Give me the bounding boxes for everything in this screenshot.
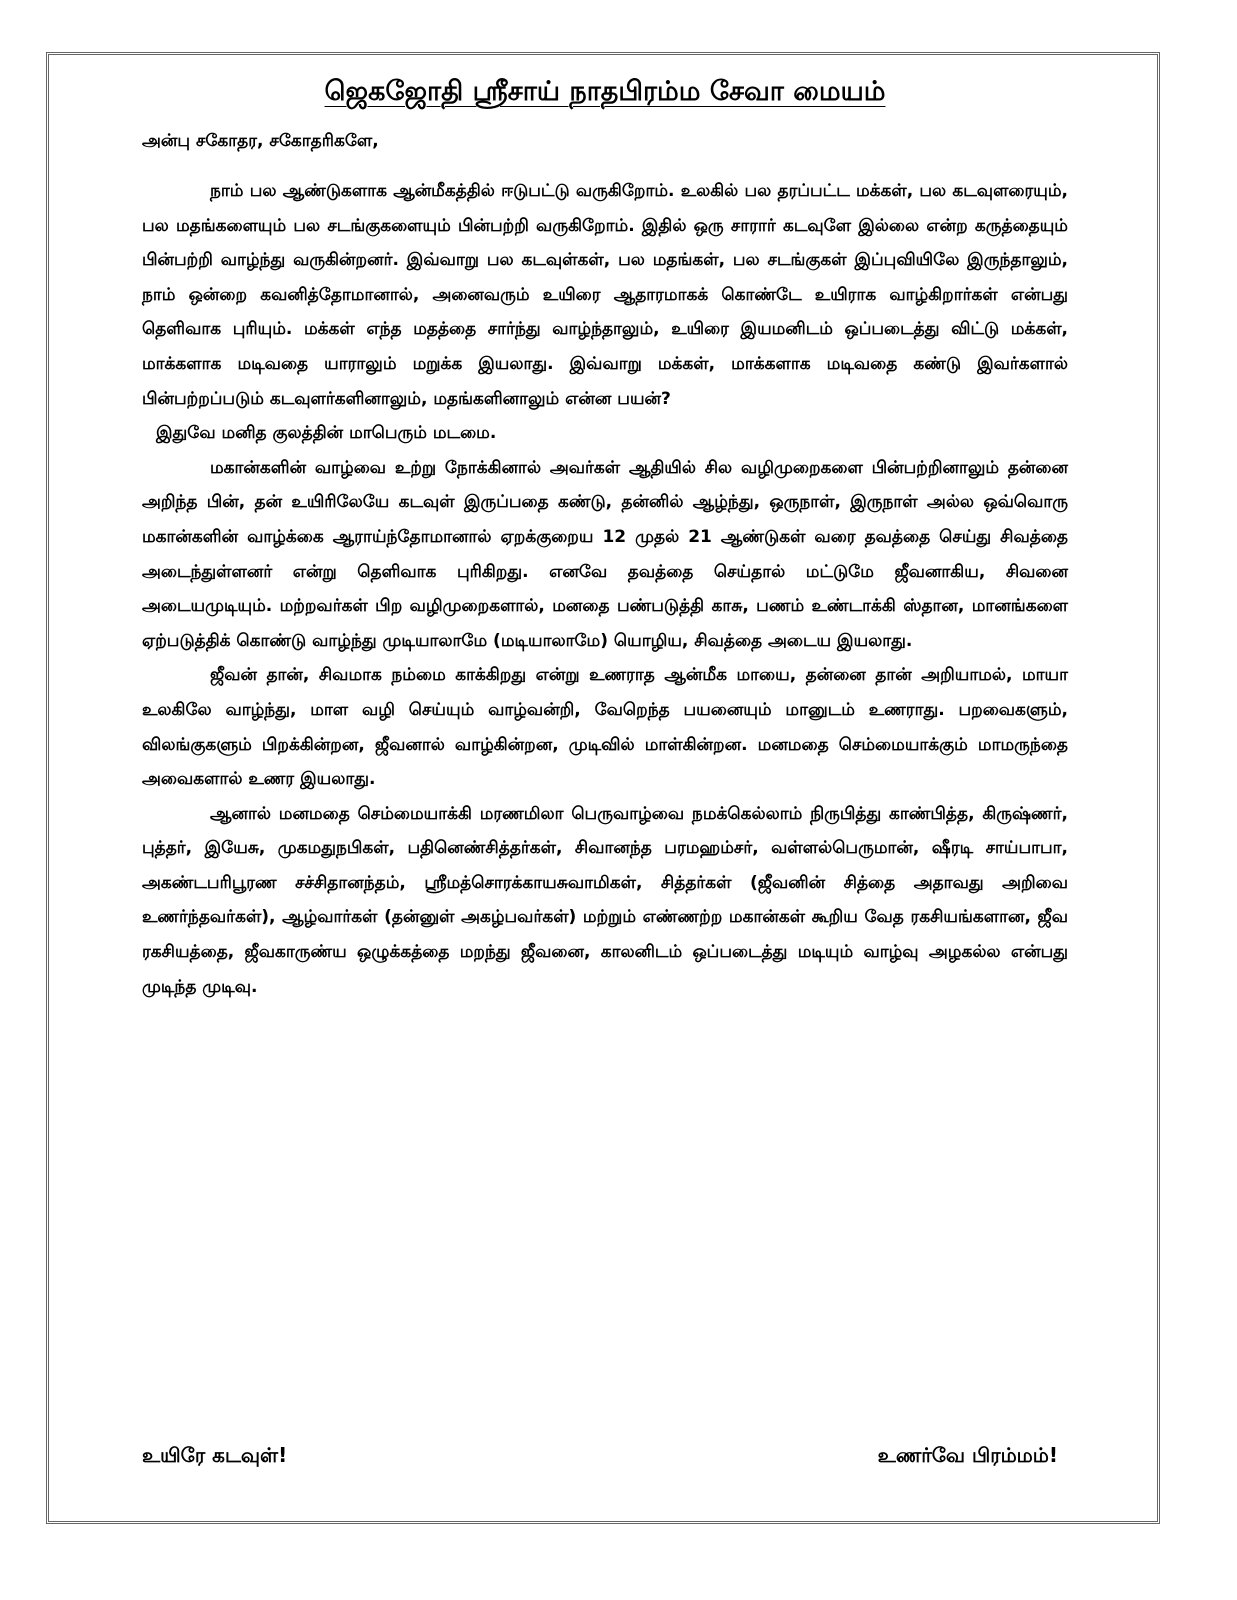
paragraph-3: ஜீவன் தான், சிவமாக நம்மை காக்கிறது என்று உணராத ஆன்மீக மாயை, தன்னை தான் அறியாமல், மாயா உலகிலே வாழ்ந்து, மாள வழி செய்யும் வாழ்வன்றி, வேறெந்த பயனையும் மானுடம் உணராது. பறவைகளும், விலங்குகளும் பிறக்கின்றன, ஜீவனால் வாழ்கின்றன, முடிவில் மாள்கின்றன. மனமதை செம்மையாக்கும் மாமருந்தை அவைகளால் உணர இயலாது. — [142, 665, 1068, 790]
paragraph-4: ஆனால் மனமதை செம்மையாக்கி மரணமிலா பெருவாழ்வை நமக்கெல்லாம் நிருபித்து காண்பித்த, கிருஷ்ணர், புத்தர், இயேசு, முகமதுநபிகள், பதினெண்சித்தர்கள், சிவானந்த பரமஹம்சர், வள்ளல்பெருமான், ஷீரடி சாய்பாபா, அகண்டபரிபூரண சச்சிதானந்தம், ஸ்ரீமத்சொரக்காயசுவாமிகள், சித்தர்கள் (ஜீவனின் சித்தை அதாவது அறிவை உணர்ந்தவர்கள்), ஆழ்வார்கள் (தன்னுள் அகழ்பவர்கள்) மற்றும் எண்ணற்ற மகான்கள் கூறிய வேத ரகசியங்களான, ஜீவ ரகசியத்தை, ஜீவகாருண்ய ஒழுக்கத்தை மறந்து ஜீவனை, காலனிடம் ஒப்படைத்து மடியும் வாழ்வு அழகல்ல என்பது முடிந்த முடிவு. — [142, 803, 1068, 997]
document-title: ஜெகஜோதி ஸ்ரீசாய் நாதபிரம்ம சேவா மையம் — [324, 76, 886, 107]
standalone-line: இதுவே மனித குலத்தின் மாபெரும் மடமை. — [156, 423, 497, 444]
salutation: அன்பு சகோதர, சகோதரிகளே, — [142, 131, 379, 151]
footer-right-motto: உணர்வே பிரம்மம்! — [877, 1443, 1058, 1467]
footer — [142, 1440, 1058, 1470]
paragraph-1: நாம் பல ஆண்டுகளாக ஆன்மீகத்தில் ஈடுபட்டு வருகிறோம். உலகில் பல தரப்பட்ட மக்கள், பல கடவுளரையும், பல மதங்களையும் பல சடங்குகளையும் பின்பற்றி வருகிறோம். இதில் ஒரு சாரார் கடவுளே இல்லை என்ற கருத்தையும் பின்பற்றி வாழ்ந்து வருகின்றனர். இவ்வாறு பல கடவுள்கள், பல மதங்கள், பல சடங்குகள் இப்புவியிலே இருந்தாலும், நாம் ஒன்றை கவனித்தோமானால், அனைவரும் உயிரை ஆதாரமாகக் கொண்டே உயிராக வாழ்கிறார்கள் என்பது தெளிவாக புரியும். மக்கள் எந்த மதத்தை சார்ந்து வாழ்ந்தாலும், உயிரை இயமனிடம் ஒப்படைத்து விட்டு மக்கள், மாக்களாக மடிவதை யாராலும் மறுக்க இயலாது. இவ்வாறு மக்கள், மாக்களாக மடிவதை கண்டு இவர்களால் பின்பற்றப்படும் கடவுளர்களினாலும், மதங்களினாலும் என்ன பயன்? — [142, 181, 1068, 409]
paragraph-2: மகான்களின் வாழ்வை உற்று நோக்கினால் அவர்கள் ஆதியில் சில வழிமுறைகளை பின்பற்றினாலும் தன்னை அறிந்த பின், தன் உயிரிலேயே கடவுள் இருப்பதை கண்டு, தன்னில் ஆழ்ந்து, ஒருநாள், இருநாள் அல்ல ஒவ்வொரு மகான்களின் வாழ்க்கை ஆராய்ந்தோமானால் ஏறக்குறைய 12 முதல் 21 ஆண்டுகள் வரை தவத்தை செய்து சிவத்தை அடைந்துள்ளனர் என்று தெளிவாக புரிகிறது. எனவே தவத்தை செய்தால் மட்டுமே ஜீவனாகிய, சிவனை அடையமுடியும். மற்றவர்கள் பிற வழிமுறைகளால், மனதை பண்படுத்தி காசு, பணம் உண்டாக்கி ஸ்தான, மானங்களை ஏற்படுத்திக் கொண்டு வாழ்ந்து முடியாலாமே (மடியாலாமே) யொழிய, சிவத்தை அடைய இயலாது. — [142, 457, 1068, 651]
document-body — [142, 72, 1068, 1004]
footer-left-motto: உயிரே கடவுள்! — [142, 1443, 288, 1467]
